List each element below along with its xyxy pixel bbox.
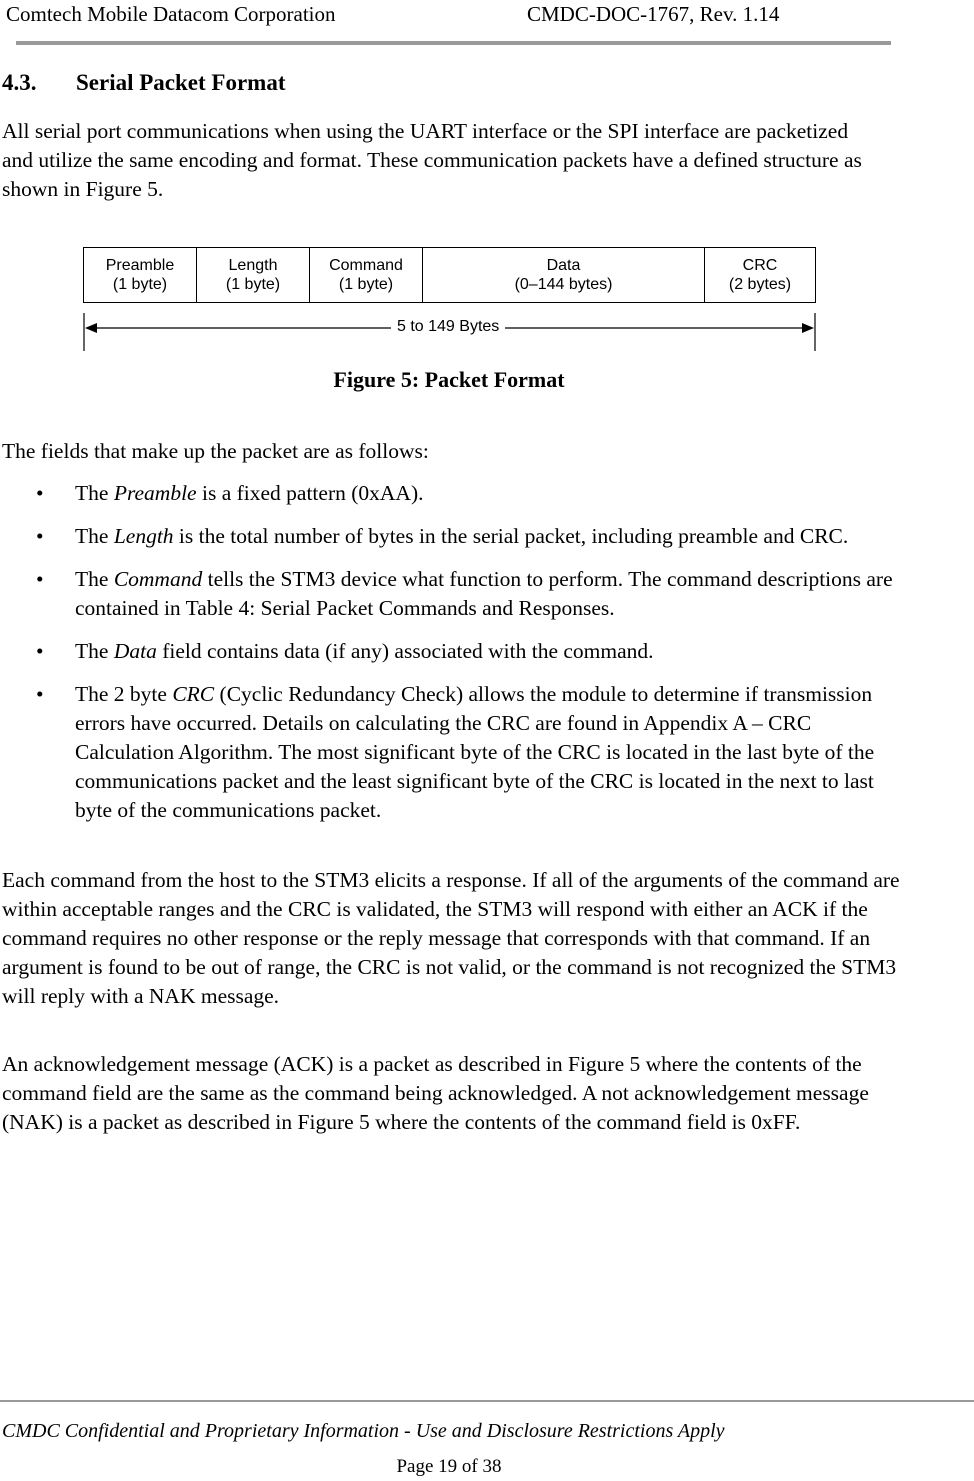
section-heading (2, 70, 285, 96)
packet-diagram (83, 247, 816, 303)
packet-format-figure (83, 247, 816, 355)
response-paragraph: Each command from the host to the STM3 elicits a response. If all of the arguments of the command are within acceptable ranges and the CRC is validated, the STM3 will respond with either an ACK if the command requires no other response or the reply message that corresponds with that command. If an argument is found to be out of range, the CRC is not valid, or the command is not recognized the STM3 will reply with a NAK message. (2, 868, 900, 1008)
field-size: (2 bytes) (728, 276, 792, 293)
list-item: • The Preamble is a fixed pattern (0xAA). (0, 479, 905, 508)
field-term: Command (113, 567, 203, 591)
fields-intro: The fields that make up the packet are as follows: (2, 439, 429, 463)
field-term: Length (113, 524, 174, 548)
header-company: Comtech Mobile Datacom Corporation (6, 2, 336, 26)
list-item: • The Command tells the STM3 device what function to perform. The command descriptions are contained in Table 4: Serial Packet Commands and Responses. (36, 567, 893, 620)
span-label: 5 to 149 Bytes (391, 318, 505, 336)
ack-paragraph: An acknowledgement message (ACK) is a packet as described in Figure 5 where the contents of the command field are the same as the command being acknowledged. A not acknowledgement message (NAK) is a packet as described in Figure 5 where the contents of the command field is 0xFF. (2, 1052, 869, 1134)
field-crc (705, 248, 815, 302)
packet-span-dimension (83, 309, 816, 353)
field-term: Preamble (113, 481, 197, 505)
section-title: Serial Packet Format (76, 70, 286, 95)
field-size: (0–144 bytes) (514, 276, 613, 293)
header-rule (16, 41, 891, 45)
intro-paragraph: All serial port communications when using the UART interface or the SPI interface are packetized and utilize the same encoding and format. These communication packets have a defined structure as shown in Figure 5. (2, 119, 862, 201)
header-doc-id: CMDC-DOC-1767, Rev. 1.14 (527, 2, 780, 26)
bullet-icon: • (36, 524, 44, 548)
field-name: Command (329, 257, 403, 274)
field-size: (1 byte) (225, 276, 281, 293)
page-number: Page 19 of 38 (396, 1456, 502, 1477)
field-name: Data (546, 257, 581, 274)
field-size: (1 byte) (338, 276, 394, 293)
list-item: • The 2 byte CRC (Cyclic Redundancy Check) allows the module to determine if transmission errors have occurred. Details on calculating the CRC are found in Appendix A – CRC Calculation Algorithm. The most significant byte of the CRC is located in the last byte of the communications packet and the least significant byte of the CRC is located in the next to last byte of the communications packet. (36, 682, 875, 822)
bullet-icon: • (36, 682, 44, 706)
field-data (423, 248, 705, 302)
list-item: • The Length is the total number of bytes in the serial packet, including preamble and CRC. (0, 522, 905, 551)
footer-rule (0, 1400, 974, 1402)
section-number: 4.3. (2, 70, 37, 95)
field-term: Data (113, 639, 157, 663)
field-name: CRC (742, 257, 778, 274)
field-preamble (84, 248, 197, 302)
figure-caption: Figure 5: Packet Format (333, 367, 565, 392)
field-name: Length (228, 257, 278, 274)
field-command (310, 248, 423, 302)
field-term: CRC (172, 682, 215, 706)
bullet-icon: • (36, 567, 44, 591)
field-size: (1 byte) (112, 276, 168, 293)
footer-confidential: CMDC Confidential and Proprietary Information - Use and Disclosure Restrictions Apply (2, 1420, 725, 1442)
field-length (197, 248, 310, 302)
field-name: Preamble (105, 257, 175, 274)
field-list (0, 479, 905, 839)
bullet-icon: • (36, 481, 44, 505)
bullet-icon: • (36, 639, 44, 663)
list-item: • The Data field contains data (if any) associated with the command. (0, 637, 905, 666)
